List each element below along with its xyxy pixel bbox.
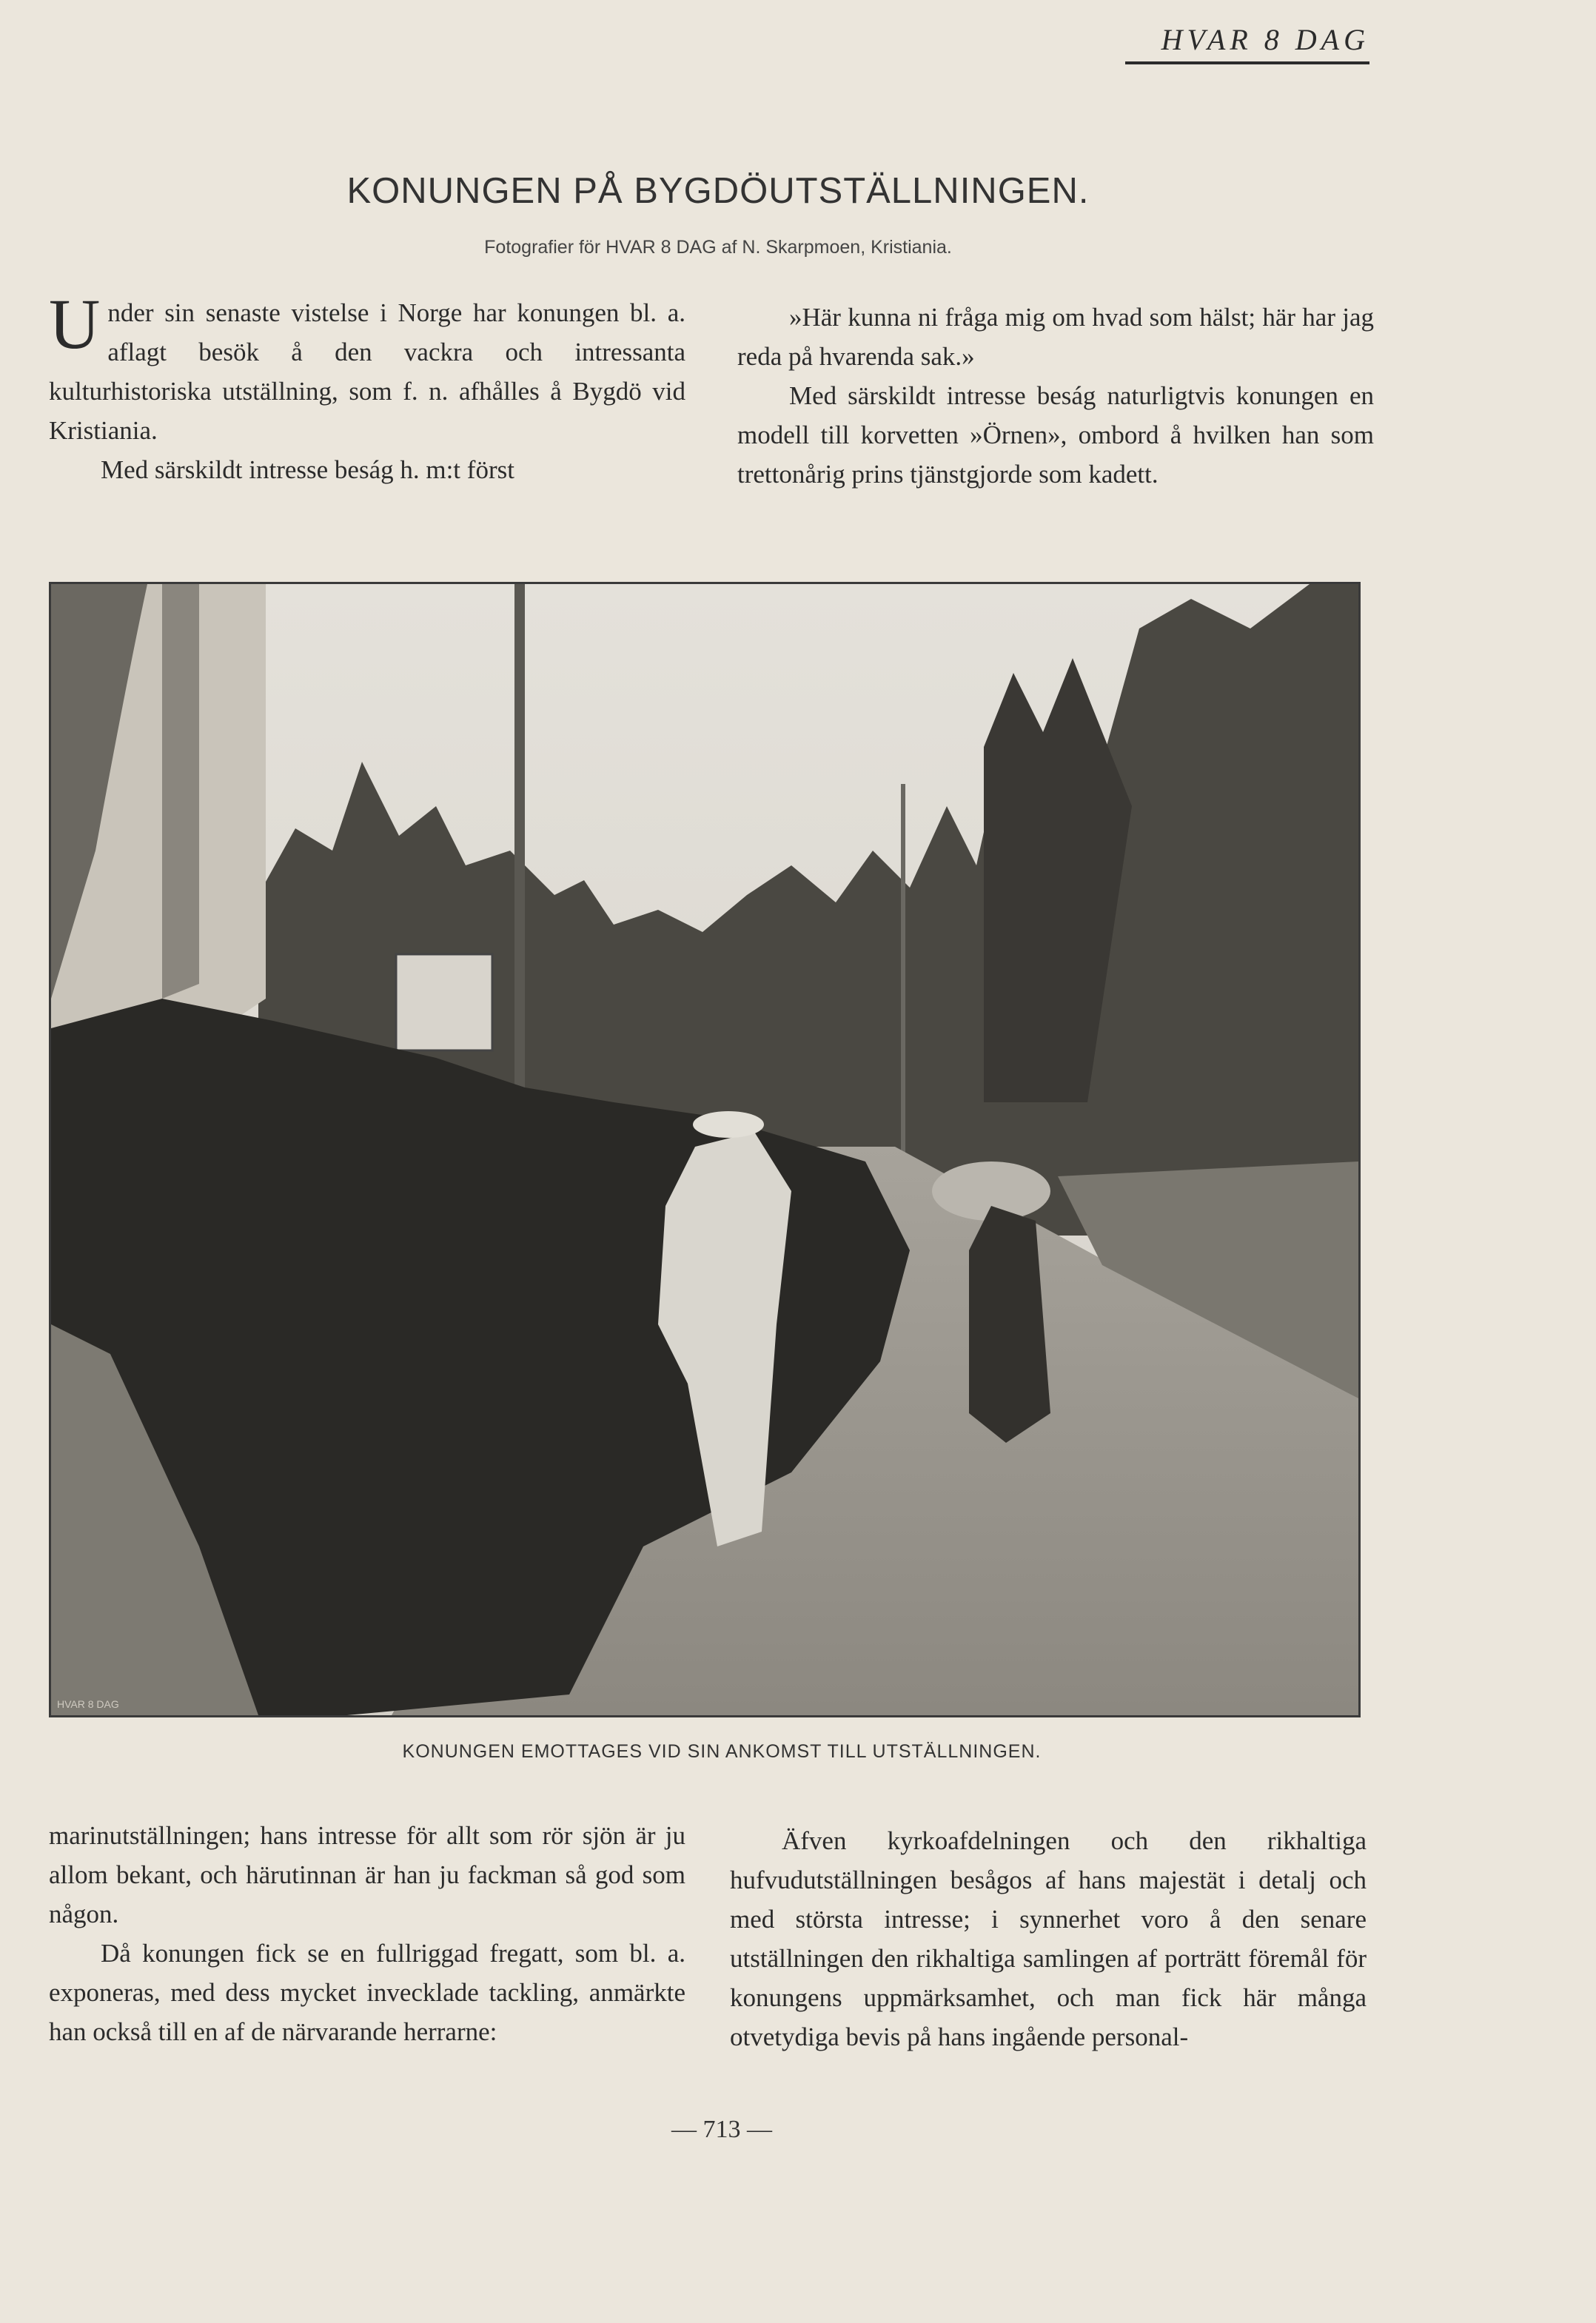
paragraph-text: nder sin senaste vistelse i Norge har konungen bl. a. aflagt besök å den vackra och intressanta kulturhistoriska utställning, som f. n. afhålles å Bygdö vid Kristiania. bbox=[49, 298, 685, 445]
paragraph: »Här kunna ni fråga mig om hvad som hälst; här har jag reda på hvarenda sak.» bbox=[737, 303, 1374, 371]
photo-credit: Fotografier för HVAR 8 DAG af N. Skarpmoen, Kristiania. bbox=[484, 237, 952, 258]
paragraph: Då konungen fick se en fullriggad fregatt, som bl. a. exponeras, med dess mycket invecklade tackling, anmärkte han också till en af de närvarande herrarne: bbox=[49, 1939, 685, 2046]
running-head: HVAR 8 DAG bbox=[1125, 22, 1369, 64]
article-photo bbox=[49, 582, 1361, 1717]
page-number: — 713 — bbox=[671, 2116, 772, 2143]
drop-cap: U bbox=[49, 284, 101, 363]
column-right-top bbox=[737, 298, 1374, 494]
photo-caption: KONUNGEN EMOTTAGES VID SIN ANKOMST TILL UTSTÄLLNINGEN. bbox=[402, 1741, 1042, 1762]
paragraph bbox=[49, 284, 685, 450]
photo-illustration bbox=[51, 584, 1358, 1715]
column-left-bottom bbox=[49, 1816, 685, 2051]
column-right-bottom bbox=[730, 1821, 1367, 2056]
article-title: KONUNGEN PÅ BYGDÖUTSTÄLLNINGEN. bbox=[346, 171, 1090, 211]
paragraph: marinutställningen; hans intresse för allt som rör sjön är ju allom bekant, och härutinnan är han ju fackman så god som någon. bbox=[49, 1821, 685, 1928]
column-left-top bbox=[49, 284, 685, 489]
paragraph: Med särskildt intresse beság naturligtvis konungen en modell till korvetten »Örnen», ombord å hvilken han som trettonårig prins tjänstgjorde som kadett. bbox=[737, 381, 1374, 489]
paragraph: Äfven kyrkoafdelningen och den rikhaltiga hufvudutställningen besågos af hans majestät i detalj och med största intresse; i synnerhet voro å den senare utställningen den rikhaltiga samlingen af porträtt föremål för konungens uppmärksamhet, och man fick här många otvetydiga bevis på hans ingående personal- bbox=[730, 1826, 1367, 2051]
paragraph: Med särskildt intresse beság h. m:t först bbox=[101, 455, 514, 484]
photo-watermark: HVAR 8 DAG bbox=[57, 1698, 119, 1710]
